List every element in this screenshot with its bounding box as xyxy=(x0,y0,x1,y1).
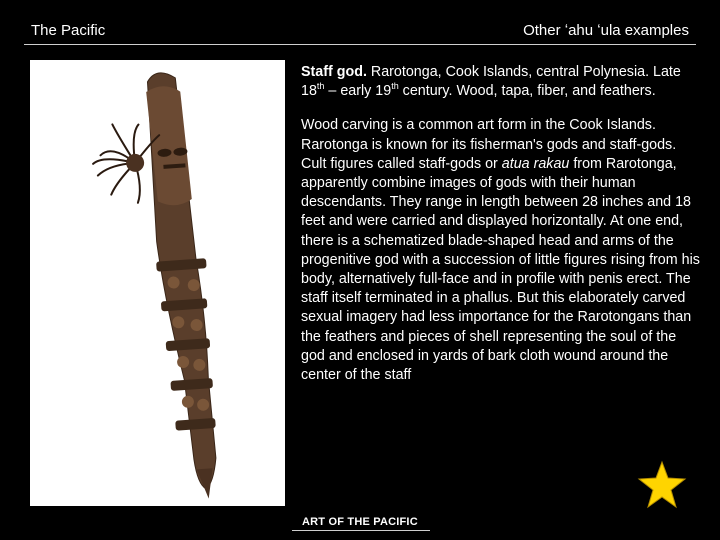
italic-term: atua rakau xyxy=(501,155,570,172)
caption-line: Rarotonga, Cook Islands, central Polynesia. Late 18 xyxy=(301,64,681,100)
body-text: from Rarotonga, apparently combine images of gods with their human descendants. They range in length between 28 inches and 18 feet and were carried and displayed horizontally. At one end, there is a schematized blade-shaped head and arms of the progenitive god with a succession of little figures rising from his body, alternatively full-face and in profile with penis erect. The staff itself terminated in a phallus. But this elaborately carved sexual imagery had less importance for the Rarotongans than the feathers and pieces of shell representing the soul of the god and enclosed in yards of bark cloth wound around the center of the staff xyxy=(301,155,700,384)
section-title: The Pacific xyxy=(31,22,106,39)
footer-divider xyxy=(292,530,430,531)
caption-mid: – early 19 xyxy=(324,83,392,100)
caption-tail: century. Wood, tapa, fiber, and feathers. xyxy=(398,83,656,100)
star-icon[interactable] xyxy=(637,460,687,510)
staff-god-illustration xyxy=(30,60,285,506)
header-divider xyxy=(24,44,696,45)
superscript: th xyxy=(391,81,399,92)
object-caption xyxy=(301,63,701,101)
caption-title: Staff god. xyxy=(301,64,367,80)
body-paragraph xyxy=(301,116,701,385)
footer-label: ART OF THE PACIFIC xyxy=(302,516,418,528)
staff-god-image xyxy=(30,60,285,506)
slide-title: Other ʻahu ʻula examples xyxy=(523,22,689,39)
superscript: th xyxy=(316,81,325,92)
description-text xyxy=(301,63,701,400)
body-text: Wood carving is a common art form in the Cook Islands. Rarotonga is known for its fisherman's gods and staff-gods. Cult figures called staff-gods or xyxy=(301,117,677,172)
